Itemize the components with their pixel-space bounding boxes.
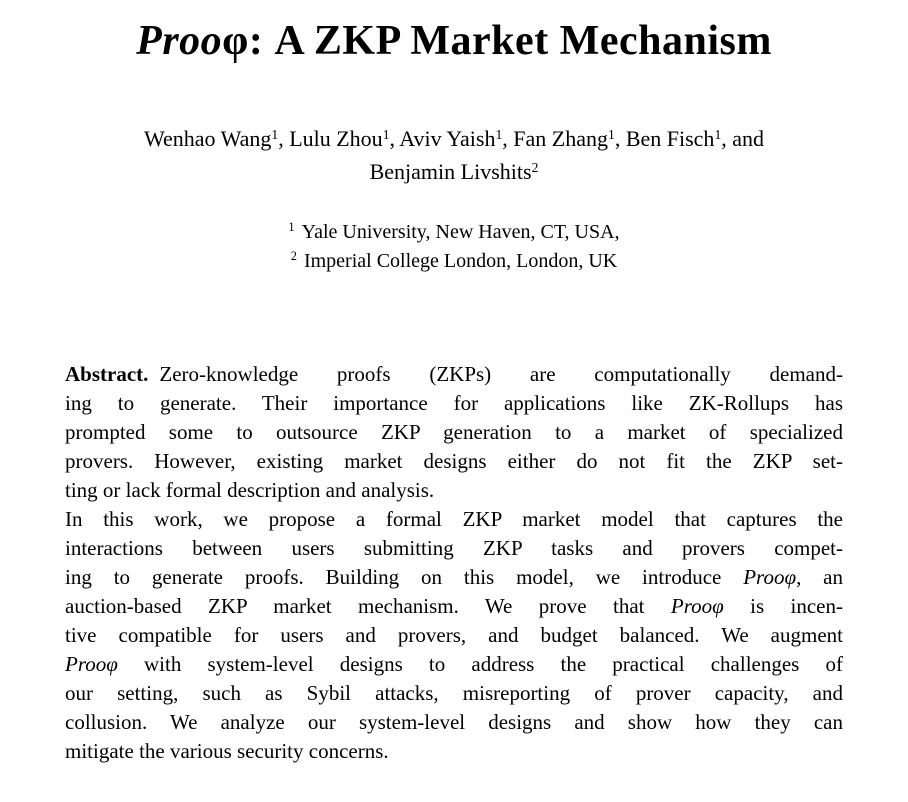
authors-line-1 xyxy=(0,122,908,155)
author-superscript: 1 xyxy=(714,127,722,142)
abstract-line xyxy=(65,418,843,447)
abstract-line xyxy=(65,476,843,505)
abstract-text-segment: our setting, such as Sybil attacks, misreporting of prover capacity, and xyxy=(65,681,843,705)
author-name: Benjamin Livshits xyxy=(369,159,532,184)
affiliation-text: Imperial College London, London, UK xyxy=(303,250,618,272)
abstract-text-segment: ting or lack formal description and analysis. xyxy=(65,478,435,502)
abstract-text-segment: with system-level designs to address the practical challenges of xyxy=(117,652,843,676)
abstract-line xyxy=(65,505,843,534)
author-superscript: 1 xyxy=(495,127,503,142)
abstract-system-name: Prooφ xyxy=(670,594,724,618)
abstract-label: Abstract. xyxy=(65,362,149,386)
abstract-text-segment: ing to generate. Their importance for applications like ZK-Rollups has xyxy=(65,391,843,415)
abstract-line xyxy=(65,534,843,563)
abstract-text-segment: provers. However, existing market designs either do not fit the ZKP set- xyxy=(65,449,843,473)
abstract-system-name: Prooφ xyxy=(743,565,797,589)
abstract-system-name: Prooφ xyxy=(65,652,118,676)
abstract-text-segment: is incen- xyxy=(723,594,843,618)
author-name: Aviv Yaish xyxy=(399,126,496,151)
title-segment-phi: φ xyxy=(222,18,249,64)
abstract-text-segment: Zero-knowledge proofs (ZKPs) are computationally demand- xyxy=(159,362,843,386)
affiliation-text: Yale University, New Haven, CT, USA, xyxy=(301,221,620,243)
author-name: Wenhao Wang xyxy=(143,126,272,151)
abstract-line xyxy=(65,708,843,737)
affiliation-line xyxy=(0,218,908,247)
author-superscript: 1 xyxy=(271,127,279,142)
abstract-text-segment: interactions between users submitting ZKP tasks and provers compet- xyxy=(65,536,843,560)
abstract-section xyxy=(65,360,843,766)
abstract-line xyxy=(65,389,843,418)
author-separator: , xyxy=(614,126,626,151)
abstract-line xyxy=(65,563,843,592)
author-superscript: 1 xyxy=(608,127,615,142)
abstract-text-segment: prompted some to outsource ZKP generation to a market of specialized xyxy=(65,420,843,444)
author-superscript: 1 xyxy=(382,127,390,142)
authors-line-2 xyxy=(0,155,908,188)
abstract-line xyxy=(65,679,843,708)
affiliation-superscript: 1 xyxy=(288,220,295,234)
author-superscript: 2 xyxy=(531,160,539,175)
author-list xyxy=(0,122,908,188)
title-segment-italic: Proo xyxy=(136,18,223,64)
author-name: Ben Fisch xyxy=(625,126,715,151)
abstract-text-segment: , an xyxy=(796,565,843,589)
abstract-text-segment: mitigate the various security concerns. xyxy=(65,739,389,763)
author-name: Lulu Zhou xyxy=(289,126,383,151)
abstract-text-segment: collusion. We analyze our system-level designs and show how they can xyxy=(65,710,843,734)
abstract-line xyxy=(65,650,843,679)
abstract-text-segment: ing to generate proofs. Building on this model, we introduce xyxy=(65,565,744,589)
abstract-line xyxy=(65,447,843,476)
affiliation-list xyxy=(0,218,908,276)
abstract-line xyxy=(65,737,843,766)
abstract-line xyxy=(65,592,843,621)
title-segment-rest: : A ZKP Market Mechanism xyxy=(248,18,772,64)
author-separator: , xyxy=(389,126,400,151)
abstract-text-segment: tive compatible for users and provers, and budget balanced. We augment xyxy=(65,623,843,647)
author-separator: , xyxy=(502,126,514,151)
author-name: Fan Zhang xyxy=(513,126,608,151)
abstract-text-segment: In this work, we propose a formal ZKP market model that captures the xyxy=(65,507,843,531)
abstract-line xyxy=(65,360,843,389)
abstract-line xyxy=(65,621,843,650)
author-separator: , and xyxy=(721,126,765,151)
abstract-text-segment: auction-based ZKP market mechanism. We prove that xyxy=(65,594,671,618)
affiliation-superscript: 2 xyxy=(290,249,297,263)
author-separator: , xyxy=(278,126,290,151)
affiliation-line xyxy=(0,247,908,276)
paper-title xyxy=(0,0,908,66)
